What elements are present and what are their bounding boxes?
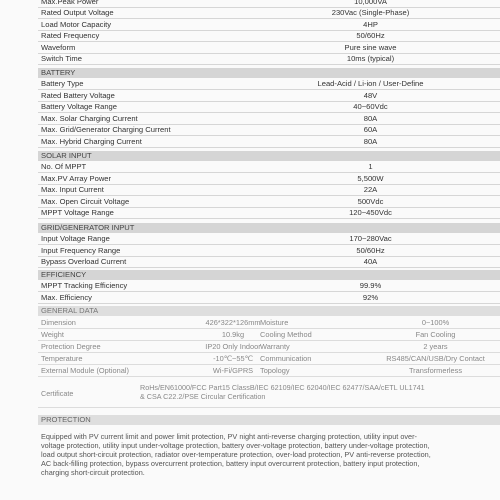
spec-row	[38, 31, 500, 42]
spec-value: 5,500W	[357, 173, 384, 183]
spec-label: Max. Grid/Generator Charging Current	[41, 125, 171, 134]
spec-row	[38, 174, 500, 185]
general-row	[38, 353, 500, 365]
spec-value: 10,000VA	[354, 0, 387, 6]
spec-label: Battery Voltage Range	[41, 102, 117, 111]
spec-label: Load Motor Capacity	[41, 19, 112, 29]
general-label: Protection Degree	[41, 342, 101, 351]
section-header-solar: SOLAR INPUT	[38, 151, 500, 161]
spec-label: Switch Time	[41, 54, 82, 63]
spec-row	[38, 162, 500, 173]
protection-description	[41, 432, 496, 477]
spec-value: 230Vac (Single-Phase)	[331, 8, 410, 17]
spec-value: 99.9%	[359, 281, 382, 290]
spec-label: Max. Open Circuit Voltage	[41, 196, 130, 206]
spec-value: 50/60Hz	[356, 31, 385, 40]
protection-line: voltage protection, utility input under-voltage protection, battery over-voltage protection, battery under-voltage protection,	[41, 441, 430, 450]
section-header-battery: BATTERY	[38, 68, 500, 78]
general-label: Warranty	[260, 342, 290, 351]
spec-value: 10ms (typical)	[346, 54, 395, 63]
general-row	[38, 317, 500, 329]
certificate-label: Certificate	[41, 389, 74, 398]
spec-value: 80A	[363, 113, 378, 123]
general-row	[38, 329, 500, 341]
spec-label: MPPT Voltage Range	[41, 208, 114, 217]
general-value: RS485/CAN/USB/Dry Contact	[386, 354, 485, 363]
spec-row	[38, 293, 500, 304]
section-header-efficiency: EFFICIENCY	[38, 270, 500, 280]
spec-row	[38, 125, 500, 136]
spec-value: 50/60Hz	[356, 245, 385, 255]
spec-value: 120~450Vdc	[349, 208, 392, 217]
spec-value: Pure sine wave	[344, 42, 397, 52]
spec-row	[38, 79, 500, 90]
protection-line: load output short-circuit protection, radiator over-temperature protection, over-load protection, PV anti-reverse protection,	[41, 450, 431, 459]
general-row	[38, 365, 500, 377]
spec-label: Rated Frequency	[41, 31, 100, 40]
spec-label: Max. Input Current	[41, 185, 104, 194]
spec-label: Max.PV Array Power	[41, 173, 112, 183]
protection-line: AC back-filling protection, bypass overcurrent protection, battery input overcurrent protection, battery input protection,	[41, 459, 420, 468]
general-value: 0~100%	[421, 318, 450, 327]
certificate-value	[140, 383, 500, 401]
spec-row	[38, 257, 500, 268]
spec-value: 60A	[363, 125, 378, 134]
spec-label: Rated Battery Voltage	[41, 90, 115, 100]
general-value: Fan Cooling	[415, 330, 456, 339]
certificate-row	[38, 378, 500, 408]
spec-label: Max. Hybrid Charging Current	[41, 136, 142, 146]
spec-label: Input Frequency Range	[41, 245, 121, 255]
general-label: Communication	[260, 354, 312, 363]
spec-label: No. Of MPPT	[41, 162, 87, 171]
spec-label: Input Voltage Range	[41, 234, 110, 243]
spec-row	[38, 8, 500, 19]
general-value: 2 years	[423, 342, 448, 351]
general-value: Transformerless	[408, 366, 463, 375]
general-value: Wi-Fi/GPRS	[212, 366, 254, 375]
spec-value: 500Vdc	[357, 196, 384, 206]
spec-value: 92%	[362, 292, 379, 302]
section-header-general: GENERAL DATA	[38, 306, 500, 316]
spec-value: 40A	[363, 257, 378, 266]
general-value: IP20 Only Indoor	[205, 342, 261, 351]
spec-row	[38, 102, 500, 113]
spec-value: 170~280Vac	[349, 234, 392, 243]
spec-value: 48V	[363, 90, 378, 100]
spec-row	[38, 197, 500, 208]
general-label: Temperature	[41, 354, 83, 363]
general-label: Topology	[260, 366, 290, 375]
spec-value: 80A	[363, 136, 378, 146]
general-value: 10.9kg	[221, 330, 245, 339]
spec-label: Max. Efficiency	[41, 292, 92, 302]
general-label: External Module (Optional)	[41, 366, 129, 375]
spec-value: 22A	[363, 185, 378, 194]
section-header-protection: PROTECTION	[38, 415, 500, 425]
spec-row	[38, 234, 500, 245]
spec-row	[38, 43, 500, 54]
certificate-line: RoHs/EN61000/FCC Part15 ClassB/IEC 62109/IEC 62040/IEC 62477/SAA/cETL UL1741	[140, 383, 425, 392]
spec-value: 1	[368, 162, 373, 171]
protection-line: Equipped with PV current limit and power limit protection, PV night anti-reverse charging protection, utility input over-	[41, 432, 417, 441]
spec-label: Battery Type	[41, 79, 84, 88]
spec-row	[38, 208, 500, 219]
spec-row	[38, 54, 500, 65]
spec-row	[38, 114, 500, 125]
section-header-grid: GRID/GENERATOR INPUT	[38, 223, 500, 233]
spec-value: Lead-Acid / Li-ion / User-Define	[317, 79, 424, 88]
spec-label: Max. Solar Charging Current	[41, 113, 138, 123]
spec-row	[38, 0, 500, 8]
spec-row	[38, 246, 500, 257]
certificate-line: & CSA C22.2/PSE Circular Certification	[140, 392, 266, 401]
general-label: Cooling Method	[260, 330, 312, 339]
spec-label: Waveform	[41, 42, 76, 52]
spec-row	[38, 20, 500, 31]
spec-label: Max.Peak Power	[41, 0, 99, 6]
general-value: 426*322*126mm	[205, 318, 261, 327]
spec-label: Rated Output Voltage	[41, 8, 114, 17]
spec-label: MPPT Tracking Efficiency	[41, 281, 128, 290]
spec-value: 40~60Vdc	[353, 102, 388, 111]
general-label: Dimension	[41, 318, 76, 327]
spec-label: Bypass Overload Current	[41, 257, 127, 266]
general-value: -10℃~55℃	[213, 354, 253, 363]
protection-line: charging short-circuit protection.	[41, 468, 145, 477]
general-label: Weight	[41, 330, 64, 339]
spec-value: 4HP	[363, 19, 378, 29]
spec-row	[38, 91, 500, 102]
spec-row	[38, 281, 500, 292]
general-row	[38, 341, 500, 353]
general-label: Moisture	[260, 318, 289, 327]
spec-row	[38, 137, 500, 148]
spec-row	[38, 185, 500, 196]
